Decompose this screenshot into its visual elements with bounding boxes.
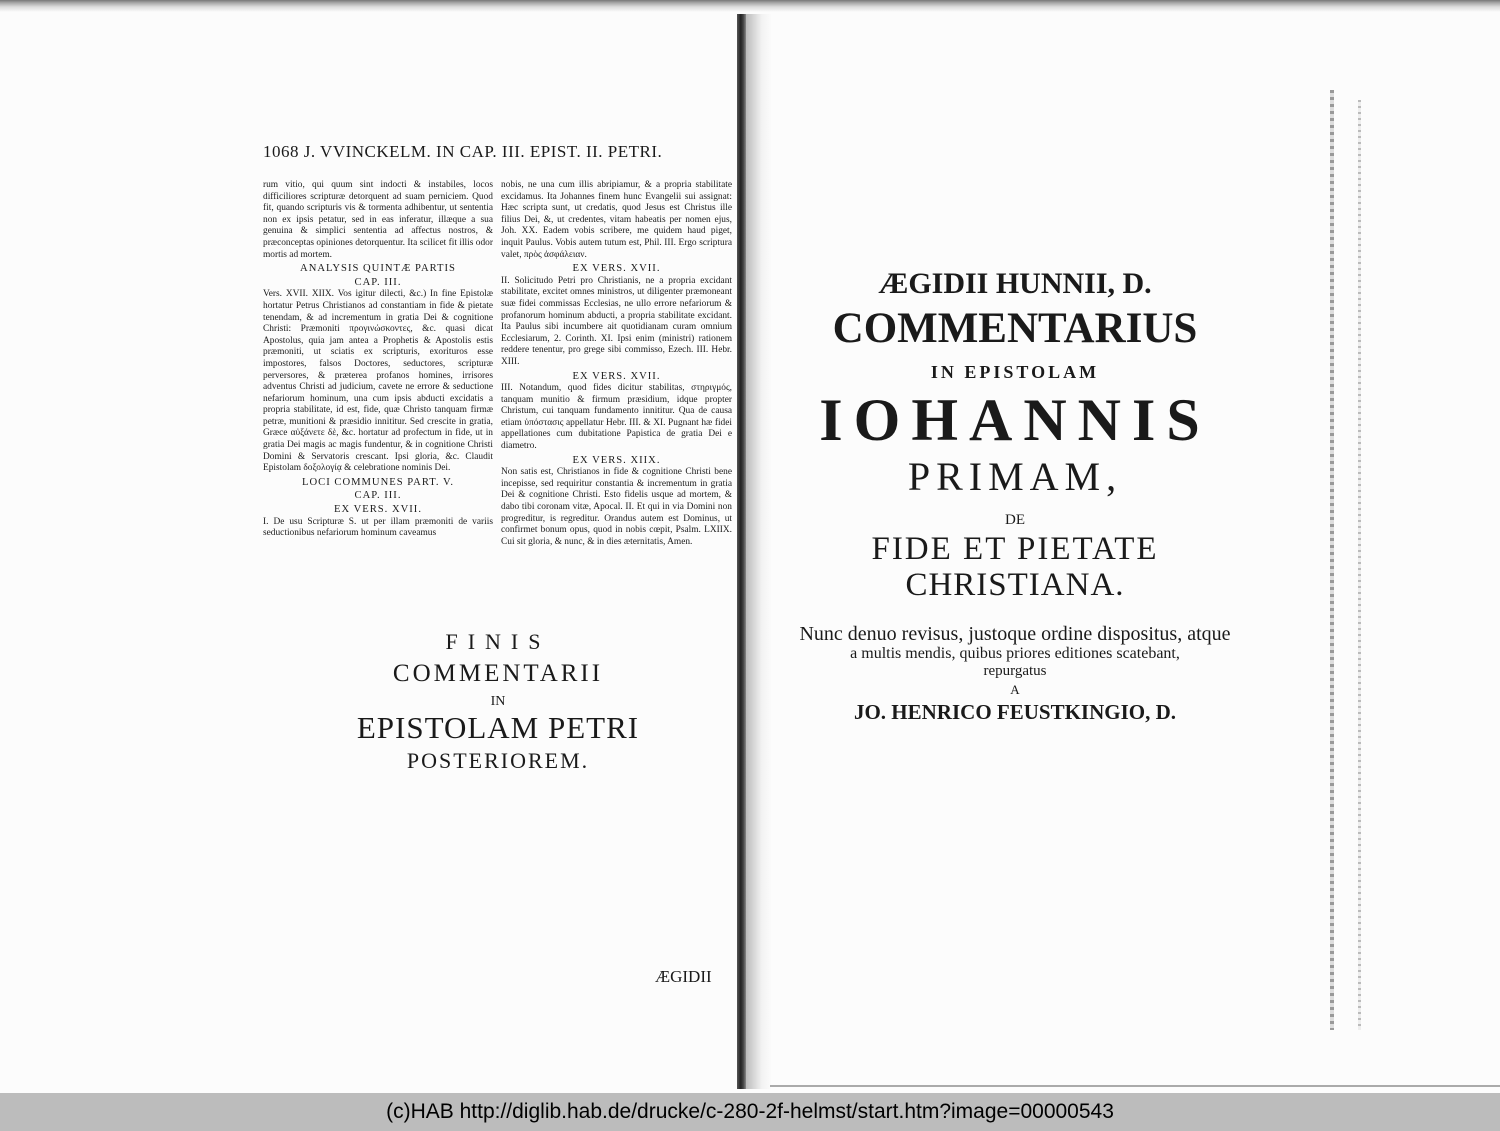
section-heading: LOCI COMMUNES PART. V.	[302, 476, 454, 488]
section-heading: ANALYSIS QUINTÆ PARTIS	[300, 263, 456, 275]
bottom-page-edge	[770, 1085, 1500, 1087]
paragraph: I. De usu Scripturæ S. ut per illam præmoniti de variis seductionibus nefariorum hominum caveamus	[263, 516, 493, 539]
finis-line: POSTERIOREM.	[406, 748, 590, 774]
section-heading: CAP. III.	[354, 276, 402, 288]
title-line: repurgatus	[983, 662, 1047, 679]
finis-block	[263, 630, 733, 773]
paragraph: Vers. XVII. XIIX. Vos igitur dilecti, &c.) In fine Epistolæ hortatur Petrus Christianos ad constantiam in fide & pietate tenendam, & ad incrementum in gratia Dei & cognitione Christi: Præmoniti προγινώσκοντες, &c. quasi dicat Apostolus, quia jam antea a Prophetis & Apostolis estis præmoniti, ut sciatis ex scripturis, exorituros esse impostores, falsos Doctores, seductores, scripturæ perversores, & præterea profanos homines, irrisores adventus Christi ad judicium, cavete ne errore & seductione nefariorum hominum, una cum ipsis abducti excidatis a propria stabilitate, id est, fide, quæ Christo tanquam firmæ petræ, munitioni & præsidio innititur. Sed crescite in gratia, Græce αὐξάνετε δὲ, &c. hortatur ad profectum in fide, ut in gratia Dei magis ac magis fundentur, & in cognitione Christi Domini & Servatoris crescant. Ipsi gloria, &c. Claudit Epistolam δοξολογίᾳ & celebratione nominis Dei.	[263, 289, 493, 474]
paragraph: rum vitio, qui quum sint indocti & instabiles, locos difficiliores scripturæ detorquent ad suam perniciem. Quod fit, quando scripturis vis & tormenta adhibentur, ut sententia non ex ipsis petatur, sed in eas inferatur, illæque a sua genuina & simplici sententia ad affectus nostros, & præconceptas opiniones detorquentur. Ita scilicet fit illis odor mortis ad mortem.	[263, 180, 493, 260]
page-edge-mark	[1330, 90, 1334, 1030]
title-line: Nunc denuo revisus, justoque ordine dispositus, atque	[799, 622, 1231, 645]
running-head: 1068 J. VVINCKELM. IN CAP. III. EPIST. II. PETRI.	[263, 142, 663, 161]
finis-line: EPISTOLAM PETRI	[356, 710, 640, 746]
title-line: IOHANNIS	[819, 387, 1211, 454]
catchword: ÆGIDII	[655, 967, 712, 986]
title-line: CHRISTIANA.	[905, 567, 1125, 604]
gutter-shadow	[746, 14, 772, 1089]
copyright-footer: (c)HAB http://diglib.hab.de/drucke/c-280-2f-helmst/start.htm?image=00000543	[0, 1093, 1500, 1131]
title-line: ÆGIDII HUNNII, D.	[878, 267, 1152, 300]
finis-line: IN	[490, 693, 506, 709]
section-heading: EX VERS. XVII.	[572, 263, 661, 275]
paragraph: Non satis est, Christianos in fide & cognitione Christi bene incepisse, sed requiritur constantia & incrementum in gratia Dei & cognitione Christi. Esto fidelis usque ad mortem, & dabo tibi coronam vitæ, Apocal. II. Et qui in via Domini non progreditur, is regreditur. Orandus autem est Dominus, ut confirmet bonum opus, quod in nobis cœpit, Psalm. LXIIX. Cui sit gloria, & nunc, & in dies æternitatis, Amen.	[501, 467, 732, 547]
finis-line: FINIS	[445, 629, 551, 654]
title-line: A	[1010, 681, 1020, 697]
left-text-column	[263, 180, 493, 540]
paragraph: III. Notandum, quod fides dicitur stabilitas, στηριγμός, tanquam munitio & firmum præsidium, idque propter Christum, cui tanquam fundamento innititur. Qua de causa etiam ὑπόστασις appellatur Hebr. III. & XI. Pugnant hæ fidei appellationes cum dubitatione Papistica de gratia Dei e diametro.	[501, 383, 732, 452]
book-gutter	[737, 14, 746, 1089]
finis-line: COMMENTARII	[392, 660, 604, 688]
page-edge-mark-2	[1358, 100, 1361, 1030]
title-line: JO. HENRICO FEUSTKINGIO, D.	[853, 699, 1177, 724]
title-page	[775, 268, 1255, 723]
paragraph: nobis, ne una cum illis abripiamur, & a propria stabilitate excidamus. Ita Johannes finem hunc Evangelii sui assignat: Hæc scripta sunt, ut credatis, quod Jesus est Christus ille filius Dei, &, ut credentes, vitam habeatis per nomen ejus, Joh. XX. Eadem vobis scribere, me quidem haud piget, inquit Paulus. Vobis autem tutum est, Phil. III. Ergo scriptura valet, πρὸς ἀσφάλειαν.	[501, 180, 732, 260]
section-heading: CAP. III.	[354, 490, 402, 502]
title-line: DE	[1005, 512, 1025, 529]
section-heading: EX VERS. XVII.	[572, 370, 661, 382]
title-line: IN EPISTOLAM	[930, 361, 1100, 382]
title-line: COMMENTARIUS	[832, 305, 1198, 353]
page-top-edge	[0, 0, 1500, 12]
title-line: FIDE ET PIETATE	[871, 531, 1159, 568]
section-heading: EX VERS. XVII.	[334, 504, 422, 516]
section-heading: EX VERS. XIIX.	[572, 454, 661, 466]
title-line: a multis mendis, quibus priores editiones scatebant,	[850, 645, 1180, 663]
title-line: PRIMAM,	[907, 454, 1123, 500]
right-text-column	[501, 180, 732, 548]
paragraph: II. Solicitudo Petri pro Christianis, ne a propria excidant stabilitate, excitet omnes ministros, ut diligenter præmoneant suæ fidei commissas Ecclesias, ne ullo errore nefariorum & profanorum hominum abducti, a propria stabilitate excidant. Ita Paulus sibi incumbere ait quotidianam curam omnium Ecclesiarum, 2. Corinth. XI. Ipsi enim (ministri) rationem reddere tenentur, pro grege sibi commisso, Ezech. III. Hebr. XIII.	[501, 275, 732, 367]
